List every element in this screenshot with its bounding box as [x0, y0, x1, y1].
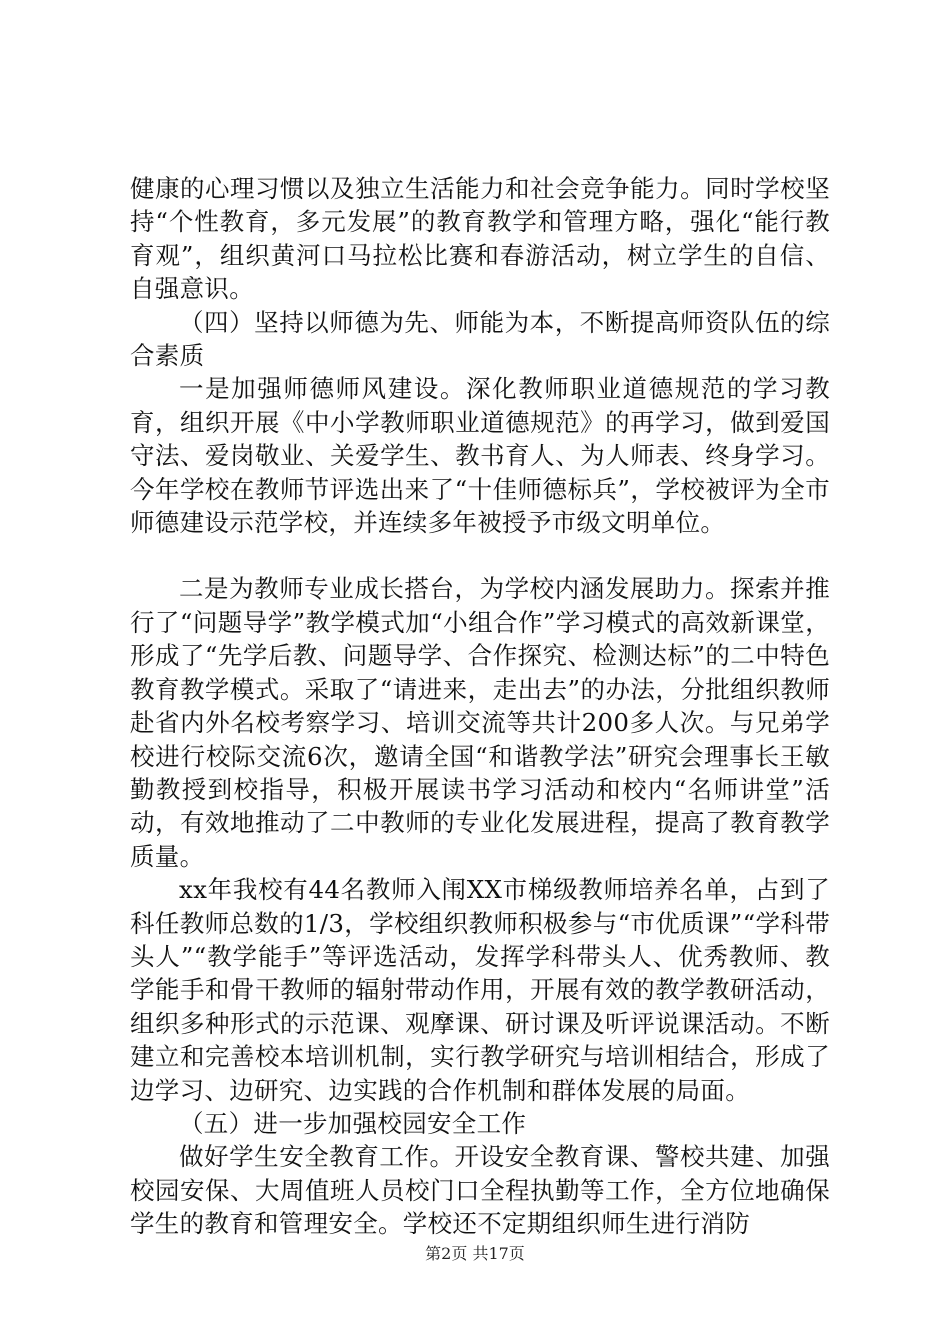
- section-heading-campus-safety: （五）进一步加强校园安全工作: [179, 1108, 527, 1138]
- paragraph-ladder-teachers: xx年我校有44名教师入闱XX市梯级教师培养名单，占到了科任教师总数的1/3，学校组织教师积极参与“市优质课”“学科带头人”“教学能手”等评选活动，发挥学科带头人、优秀教师、教学能手和骨干教师的辐射带动作用，开展有效的教学教研活动，组织多种形式的示范课、观摩课、研讨课及听评说课活动。不断建立和完善校本培训机制，实行教学研究与培训相结合，形成了边学习、边研究、边实践的合作机制和群体发展的局面。: [130, 875, 830, 1105]
- document-body: [130, 172, 830, 1241]
- paragraph-health-habits: 健康的心理习惯以及独立生活能力和社会竞争能力。同时学校坚持“个性教育，多元发展”的教育教学和管理方略，强化“能行教育观”，组织黄河口马拉松比赛和春游活动，树立学生的自信、自强意识。: [130, 174, 830, 304]
- paragraph-spacer: [130, 539, 830, 572]
- section-heading-teacher-quality: （四）坚持以师德为先、师能为本，不断提高师资队伍的综合素质: [130, 307, 830, 371]
- paragraph-teacher-ethics: 一是加强师德师风建设。深化教师职业道德规范的学习教育，组织开展《中小学教师职业道德规范》的再学习，做到爱国守法、爱岗敬业、关爱学生、教书育人、为人师表、终身学习。今年学校在教师节评选出来了“十佳师德标兵”，学校被评为全市师德建设示范学校，并连续多年被授予市级文明单位。: [130, 374, 830, 538]
- paragraph-safety-education: 做好学生安全教育工作。开设安全教育课、警校共建、加强校园安保、大周值班人员校门口全程执勤等工作，全方位地确保学生的教育和管理安全。学校还不定期组织师生进行消防: [130, 1142, 830, 1239]
- paragraph-teacher-growth: 二是为教师专业成长搭台，为学校内涵发展助力。探索并推行了“问题导学”教学模式加“小组合作”学习模式的高效新课堂，形成了“先学后教、问题导学、合作探究、检测达标”的二中特色教育教学模式。采取了“请进来，走出去”的办法，分批组织教师赴省内外名校考察学习、培训交流等共计200多人次。与兄弟学校进行校际交流6次，邀请全国“和谐教学法”研究会理事长王敏勤教授到校指导，积极开展读书学习活动和校内“名师讲堂”活动，有效地推动了二中教师的专业化发展进程，提高了教育教学质量。: [130, 574, 830, 871]
- page-number-footer: 第2页 共17页: [425, 1244, 525, 1263]
